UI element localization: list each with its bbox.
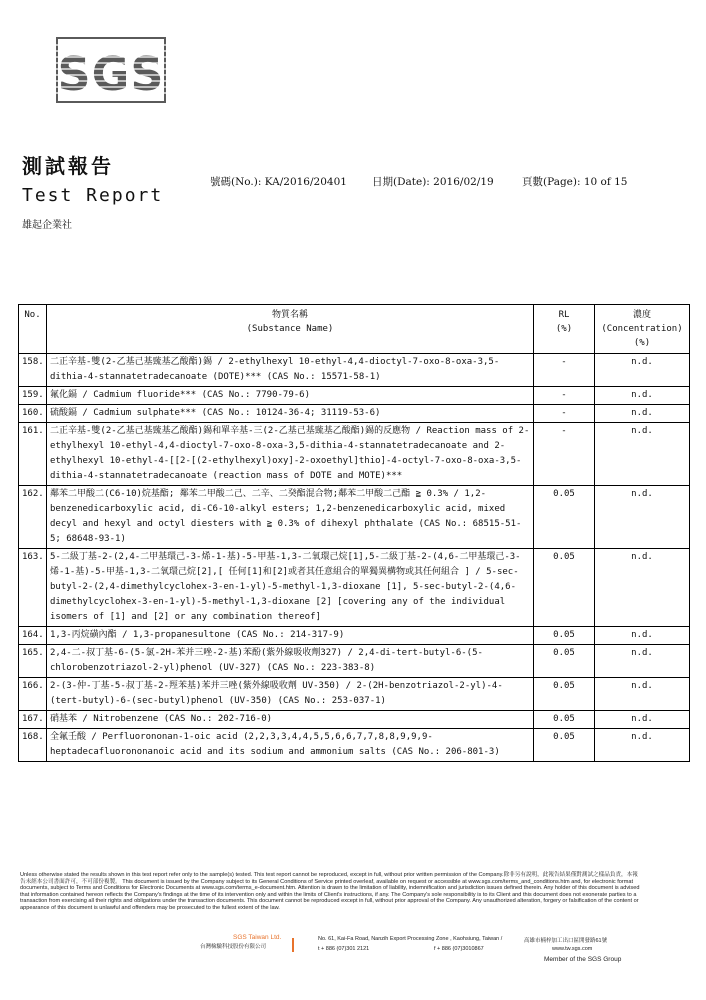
row-number: 165.: [19, 645, 47, 678]
report-title-english: Test Report: [22, 185, 164, 206]
reporting-limit: 0.05: [534, 549, 595, 627]
report-date: 日期(Date): 2016/02/19: [372, 176, 494, 188]
row-number: 168.: [19, 729, 47, 762]
reporting-limit: -: [534, 405, 595, 423]
substance-name: 鄰苯二甲酸二(C6-10)烷基酯; 鄰苯二甲酸二己、二辛、二癸酯混合物;鄰苯二甲酸二己酯 ≧ 0.3% / 1,2-benzenedicarboxylic acid, di-C6-10-alkyl esters; 1,2-benzenedicarboxylic acid, mixed decyl and hexyl and octyl diesters with ≧ 0.3% of dihexyl phthalate (CAS No.: 68515-51-5; 68648-93-1): [47, 486, 534, 549]
sgs-taiwan-chinese-name: 台灣檢驗科技股份有限公司: [200, 944, 267, 950]
reporting-limit: 0.05: [534, 729, 595, 762]
reporting-limit: 0.05: [534, 486, 595, 549]
substance-name: 硫酸鎘 / Cadmium sulphate*** (CAS No.: 10124-36-4; 31119-53-6): [47, 405, 534, 423]
substance-name: 1,3-丙烷磺內酯 / 1,3-propanesultone (CAS No.: 214-317-9): [47, 627, 534, 645]
substance-name: 二正辛基-雙(2-乙基己基巰基乙酸酯)錫 / 2-ethylhexyl 10-ethyl-4,4-dioctyl-7-oxo-8-oxa-3,5-dithia-4-stannatetradecanoate (DOTE)*** (CAS No.: 15571-58-1): [47, 354, 534, 387]
substance-name: 硝基苯 / Nitrobenzene (CAS No.: 202-716-0): [47, 711, 534, 729]
client-company: 雄起企業社: [22, 220, 72, 231]
table-row: [19, 486, 690, 549]
substance-name: 2-(3-仲-丁基-5-叔丁基-2-羥苯基)苯并三唑(紫外線吸收劑 UV-350) / 2-(2H-benzotriazol-2-yl)-4-(tert-butyl)-6-(sec-butyl)phenol (UV-350) (CAS No.: 253-037-1): [47, 678, 534, 711]
reporting-limit: 0.05: [534, 645, 595, 678]
row-number: 159.: [19, 387, 47, 405]
table-row: [19, 627, 690, 645]
table-row: [19, 423, 690, 486]
row-number: 164.: [19, 627, 47, 645]
row-number: 162.: [19, 486, 47, 549]
concentration-value: n.d.: [595, 486, 690, 549]
footer-address: No. 61, Kai-Fa Road, Nanzih Export Processing Zone , Kaohsiung, Taiwan /: [318, 936, 503, 942]
concentration-value: n.d.: [595, 645, 690, 678]
concentration-value: n.d.: [595, 354, 690, 387]
footer-telephone: t + 886 (07)301 2121: [318, 946, 370, 952]
footer-address-chinese: 高雄市楠梓加工出口區開發路61號: [524, 938, 608, 944]
company-footer: [200, 934, 660, 970]
footer-fax: f + 886 (07)3010867: [434, 946, 484, 952]
concentration-value: n.d.: [595, 729, 690, 762]
footer-website: www.tw.sgs.com: [552, 946, 593, 952]
concentration-value: n.d.: [595, 405, 690, 423]
legal-disclaimer: Unless otherwise stated the results shown in this test report refer only to the sample(s) tested. This test report cannot be reproduced, except in full, without prior written permission of the Company.除非另有說明，此報告結果僅對測試之樣品負責，本報告未經本公司書面許可，不可部份複製。 This document is issued by the Company subject to its General Conditions of Service printed overleaf, available on request or accessible at www.sgs.com/terms_and_conditions.htm and, for electronic format documents, subject to Terms and Conditions for Electronic Documents at www.sgs.com/terms_e-document.htm. Attention is drawn to the limitation of liability, indemnification and jurisdiction issues defined therein. Any holder of this document is advised that information contained hereon reflects the Company's findings at the time of its intervention only and within the limits of Client's instructions, if any. The Company's sole responsibility is to its Client and this document does not exonerate parties to a transaction from exercising all their rights and obligations under the transaction documents. This document cannot be reproduced except in full, without prior approval of the Company. Any unauthorized alteration, forgery or falsification of the content or appearance of this document is unlawful and offenders may be prosecuted to the fullest extent of the law.: [20, 872, 640, 911]
reporting-limit: -: [534, 423, 595, 486]
table-row: [19, 711, 690, 729]
reporting-limit: 0.05: [534, 627, 595, 645]
header-no: No.: [19, 305, 47, 354]
substance-name: 二正辛基-雙(2-乙基己基巰基乙酸酯)錫和單辛基-三(2-乙基己基巰基乙酸酯)錫的反應物 / Reaction mass of 2-ethylhexyl 10-ethyl-4,4-dioctyl-7-oxo-8-oxa-3,5-dithia-4-stannatetradecanoate and 2-ethylhexyl 10-ethyl-4-[[2-[(2-ethylhexyl)oxy]-2-oxoethyl]thio]-4-octyl-7-oxo-8-oxa-3,5-dithia-4-stannatetradecanoate (reaction mass of DOTE and MOTE)***: [47, 423, 534, 486]
page-number: 頁數(Page): 10 of 15: [522, 176, 628, 188]
reporting-limit: 0.05: [534, 711, 595, 729]
table-row: [19, 678, 690, 711]
table-header-row: [19, 305, 690, 354]
concentration-value: n.d.: [595, 423, 690, 486]
concentration-value: n.d.: [595, 549, 690, 627]
report-title-chinese: 測試報告: [22, 154, 114, 178]
reporting-limit: -: [534, 354, 595, 387]
table-row: [19, 387, 690, 405]
substance-name: 2,4-二-叔丁基-6-(5-氯-2H-苯并三唑-2-基)苯酚(紫外線吸收劑327) / 2,4-di-tert-butyl-6-(5-chlorobenzotriazol-2-yl)phenol (UV-327) (CAS No.: 223-383-8): [47, 645, 534, 678]
concentration-value: n.d.: [595, 387, 690, 405]
table-row: [19, 405, 690, 423]
substance-name: 全氟壬酸 / Perfluorononan-1-oic acid (2,2,3,3,4,4,5,5,6,6,7,7,8,8,9,9,9-heptadecafluorononanoic acid and its sodium and ammonium salts (CAS No.: 206-801-3): [47, 729, 534, 762]
sgs-taiwan-name: SGS Taiwan Ltd.: [233, 934, 282, 941]
header-substance: 物質名稱 (Substance Name): [47, 305, 534, 354]
header-rl: RL (%): [534, 305, 595, 354]
footer-divider: [292, 938, 294, 952]
row-number: 167.: [19, 711, 47, 729]
report-number: 號碼(No.): KA/2016/20401: [210, 176, 347, 188]
row-number: 163.: [19, 549, 47, 627]
row-number: 166.: [19, 678, 47, 711]
row-number: 161.: [19, 423, 47, 486]
table-row: [19, 549, 690, 627]
row-number: 158.: [19, 354, 47, 387]
substance-table: [18, 304, 690, 762]
header-concentration: 濃度 (Concentration) (%): [595, 305, 690, 354]
substance-name: 5-二級丁基-2-(2,4-二甲基環己-3-烯-1-基)-5-甲基-1,3-二氧環己烷[1],5-二級丁基-2-(4,6-二甲基環己-3-烯-1-基)-5-甲基-1,3-二氧環己烷[2],[ 任何[1]和[2]或者其任意組合的單獨異構物或其任何組合 ] / 5-sec-butyl-2-(2,4-dimethylcyclohex-3-en-1-yl)-5-methyl-1,3-dioxane [1], 5-sec-butyl-2-(4,6-dimethylcyclohex-3-en-1-yl)-5-methyl-1,3-dioxane [2] [covering any of the individual isomers of [1] and [2] or any combination thereof]: [47, 549, 534, 627]
table-row: [19, 645, 690, 678]
substance-name: 氟化鎘 / Cadmium fluoride*** (CAS No.: 7790-79-6): [47, 387, 534, 405]
sgs-logo: [56, 37, 166, 103]
concentration-value: n.d.: [595, 627, 690, 645]
table-row: [19, 729, 690, 762]
table-row: [19, 354, 690, 387]
concentration-value: n.d.: [595, 711, 690, 729]
reporting-limit: -: [534, 387, 595, 405]
concentration-value: n.d.: [595, 678, 690, 711]
row-number: 160.: [19, 405, 47, 423]
reporting-limit: 0.05: [534, 678, 595, 711]
svg-text:SGS: SGS: [57, 47, 165, 101]
footer-member-text: Member of the SGS Group: [544, 956, 622, 963]
